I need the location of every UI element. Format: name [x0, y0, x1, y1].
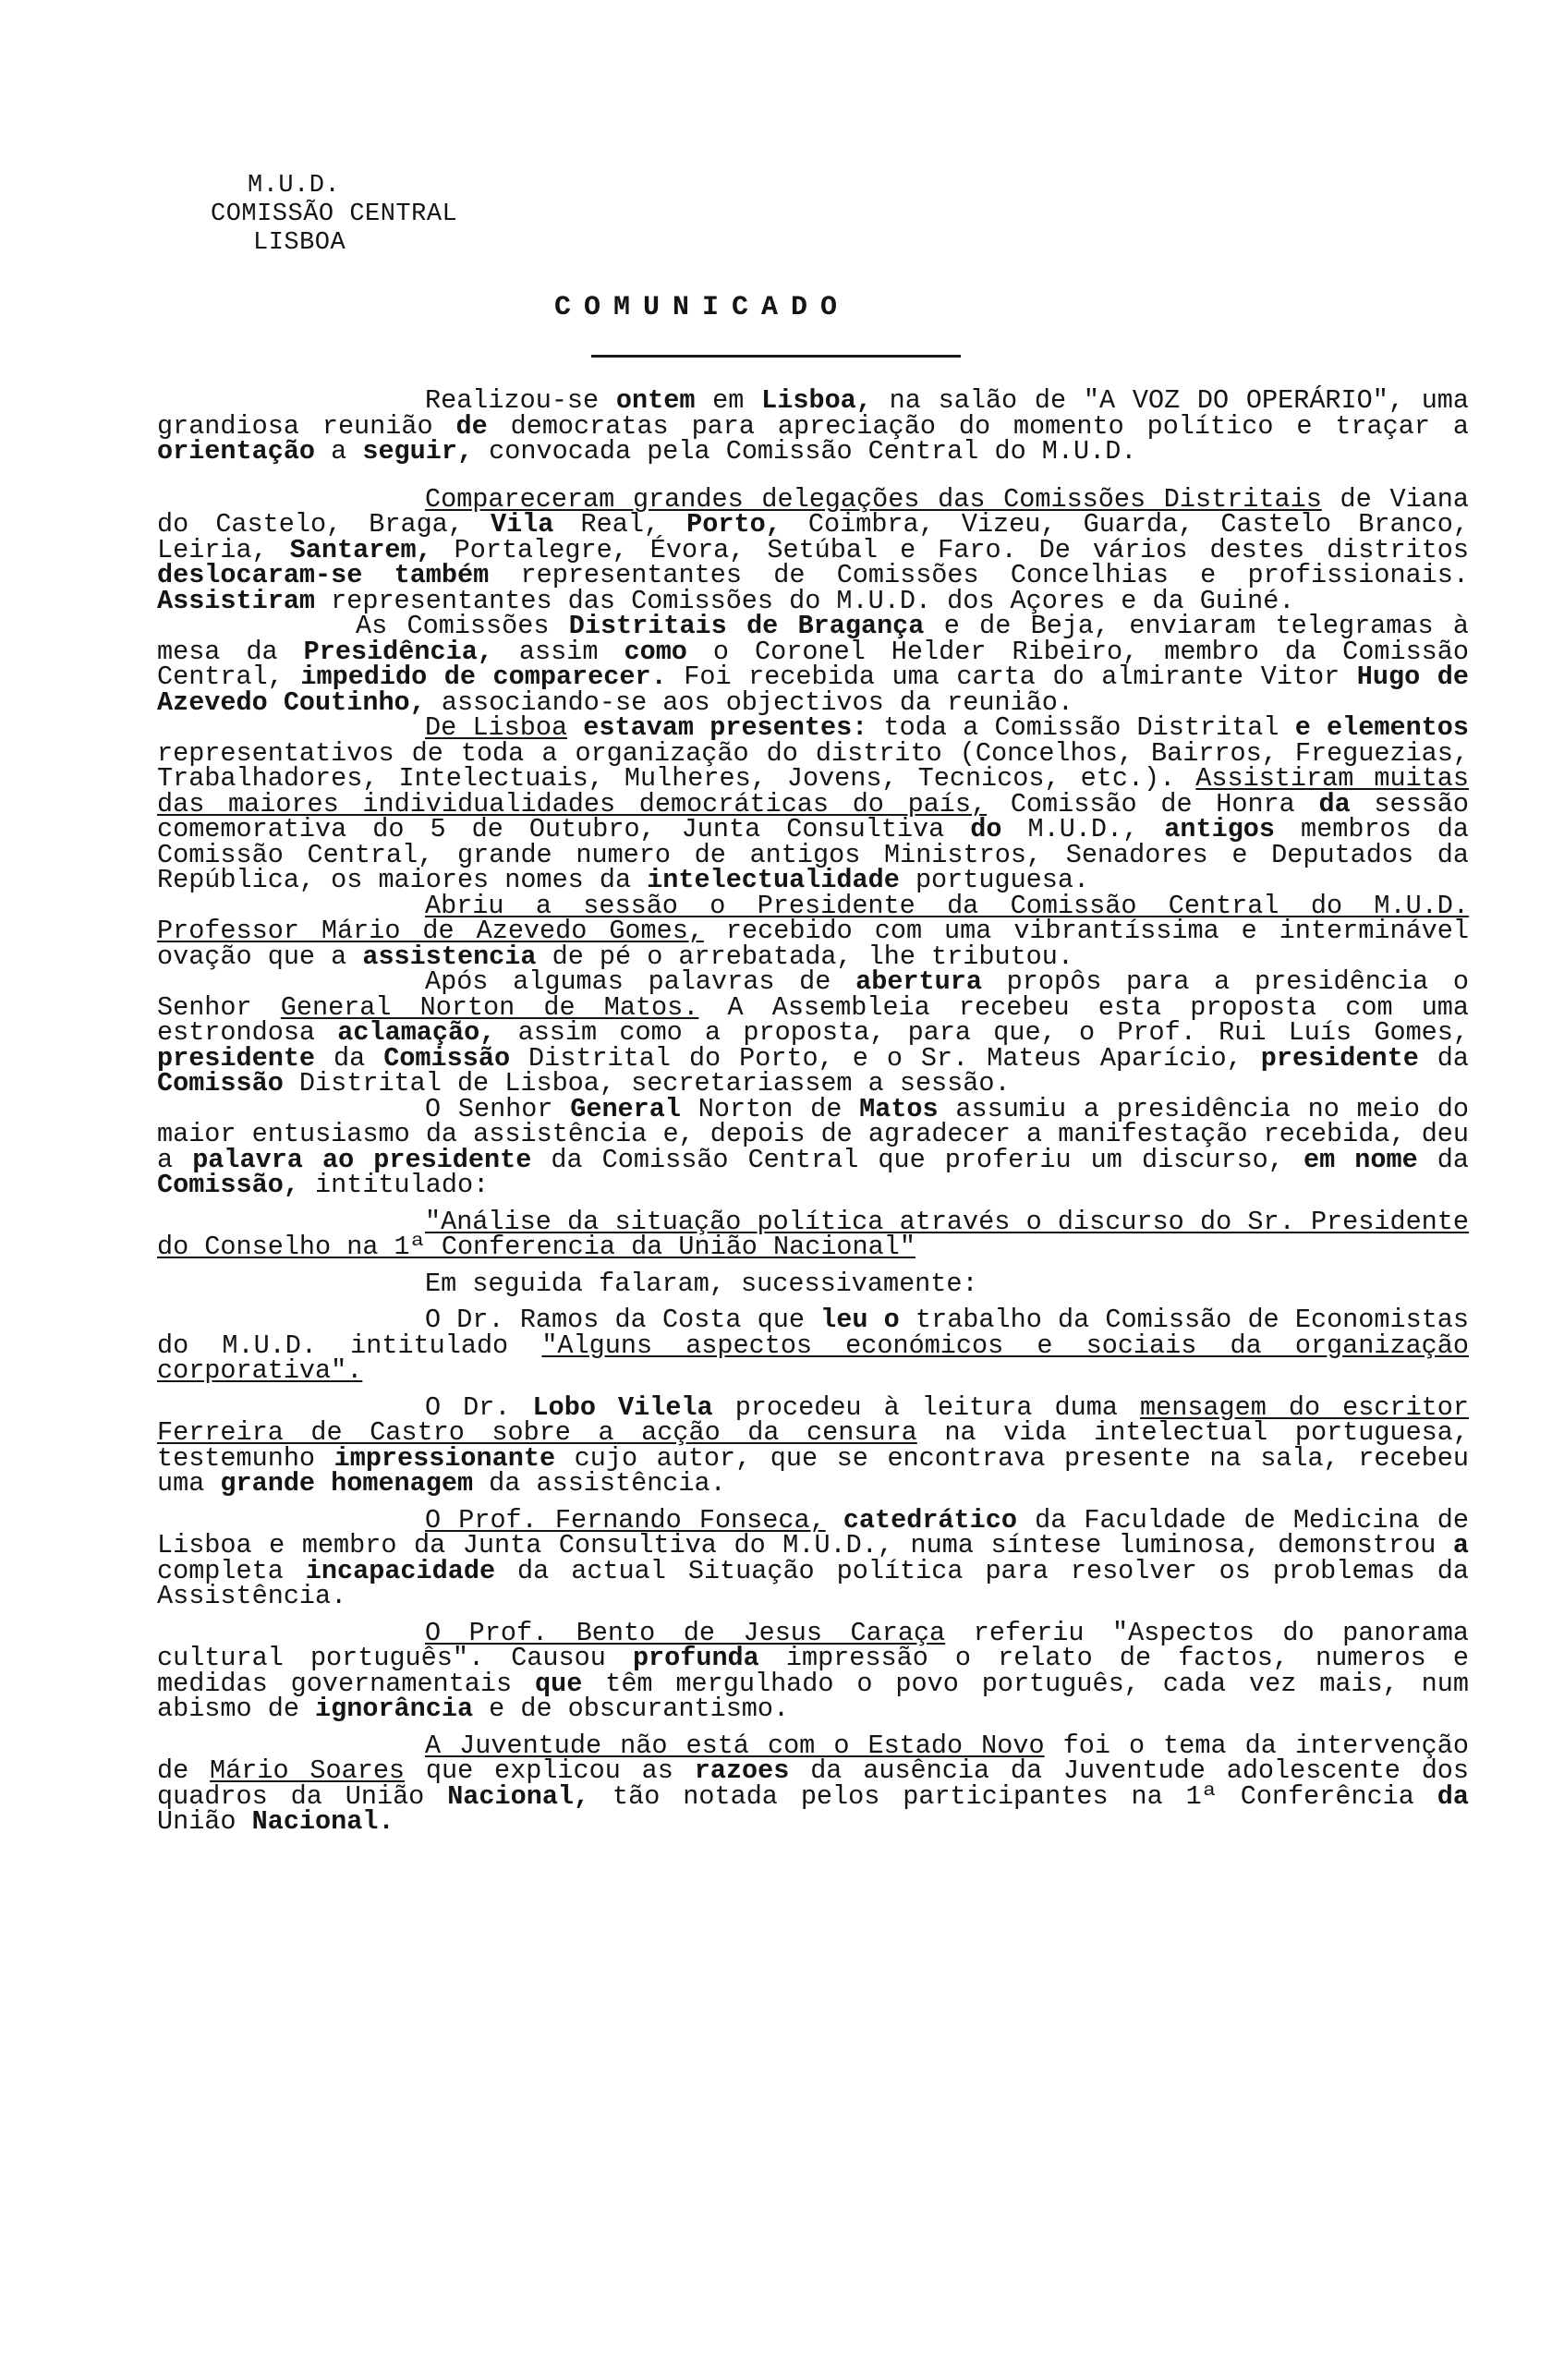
letterhead	[211, 172, 457, 258]
header-city: LISBOA	[253, 229, 346, 257]
paragraph-ramos-costa: O Dr. Ramos da Costa que leu o trabalho da Comissão de Economistas do M.U.D. intitulado "Alguns aspectos económicos e sociais da organização corporativa".	[157, 1305, 1469, 1386]
paragraph-speakers-intro: Em seguida falaram, sucessivamente:	[425, 1268, 978, 1299]
paragraph-6: Após algumas palavras de abertura propôs para a presidência o Senhor General Norton de Matos. A Assembleia recebeu esta proposta com uma estrondosa aclamação, assim como a proposta, para que, o Prof. Rui Luís Gomes, presidente da Comissão Distrital do Porto, e o Sr. Mateus Aparício, presidente da Comissão Distrital de Lisboa, secretariassem a sessão.	[157, 966, 1470, 1099]
paragraph-5: Abriu a sessão o Presidente da Comissão Central do M.U.D. Professor Mário de Azevedo Gomes, recebido com uma vibrantíssima e interminável ovação que a assistencia de pé o arrebatada, lhe tributou.	[157, 890, 1469, 972]
header-org: M.U.D.	[248, 172, 341, 200]
paragraph-mario-soares: A Juventude não está com o Estado Novo foi o tema da intervenção de Mário Soares que explicou as razoes da ausência da Juventude adolescente dos quadros da União Nacional, tão notada pelos participantes na 1ª Conferência da União Nacional.	[157, 1730, 1470, 1837]
speech-title: "Análise da situação política através o discurso do Sr. Presidente do Conselho na 1ª Conferencia da União Nacional"	[157, 1206, 1469, 1262]
paragraph-fernando-fonseca: O Prof. Fernando Fonseca, catedrático da Faculdade de Medicina de Lisboa e membro da Junta Consultiva do M.U.D., numa síntese luminosa, demonstrou a completa incapacidade da actual Situação política para resolver os problemas da Assistência.	[157, 1504, 1469, 1611]
paragraph-2: Compareceram grandes delegações das Comissões Distritais de Viana do Castelo, Braga, Vila Real, Porto, Coimbra, Vizeu, Guarda, Castelo Branco, Leiria, Santarem, Portalegre, Évora, Setúbal e Faro. De vários destes distritos deslocaram-se também representantes de Comissões Concelhias e profissionais. Assistiram representantes das Comissões do M.U.D. dos Açores e da Guiné.	[157, 483, 1470, 616]
paragraph-bento-caraca: O Prof. Bento de Jesus Caraça referiu "Aspectos do panorama cultural português". Causou profunda impressão o relato de factos, numeros e medidas governamentais que têm mergulhado o povo português, cada vez mais, num abismo de ignorância e de obscurantismo.	[157, 1617, 1469, 1724]
header-committee: COMISSÃO CENTRAL	[211, 200, 458, 228]
document-body	[157, 385, 1470, 1837]
paragraph-lobo-vilela: O Dr. Lobo Vilela procedeu à leitura duma mensagem do escritor Ferreira de Castro sobre a acção da censura na vida intelectual portuguesa, testemunho impressionante cujo autor, que se encontrava presente na sala, recebeu uma grande homenagem da assistência.	[157, 1391, 1469, 1499]
paragraph-1: Realizou-se ontem em Lisboa, na salão de "A VOZ DO OPERÁRIO", uma grandiosa reunião de democratas para apreciação do momento político e traçar a orientação a seguir, convocada pela Comissão Central do M.U.D.	[157, 385, 1470, 467]
title-underline	[591, 355, 961, 358]
document-title: COMUNICADO	[554, 292, 851, 323]
paragraph-4: De Lisboa estavam presentes: toda a Comissão Distrital e elementos representativos de toda a organização do distrito (Concelhos, Bairros, Freguezias, Trabalhadores, Intelectuais, Mulheres, Jovens, Tecnicos, etc.). Assistiram muitas das maiores individualidades democráticas do país, Comissão de Honra da sessão comemorativa do 5 de Outubro, Junta Consultiva do M.U.D., antigos membros da Comissão Central, grande numero de antigos Ministros, Senadores e Deputados da República, os maiores nomes da intelectualidade portuguesa.	[157, 712, 1470, 895]
paragraph-3: As Comissões Distritais de Bragança e de Beja, enviaram telegramas à mesa da Presidência, assim como o Coronel Helder Ribeiro, membro da Comissão Central, impedido de comparecer. Foi recebida uma carta do almirante Vitor Hugo de Azevedo Coutinho, associando-se aos objectivos da reunião.	[157, 611, 1469, 718]
paragraph-7: O Senhor General Norton de Matos assumiu a presidência no meio do maior entusiasmo da assistência e, depois de agradecer a manifestação recebida, deu a palavra ao presidente da Comissão Central que proferiu um discurso, em nome da Comissão, intitulado:	[157, 1093, 1469, 1200]
